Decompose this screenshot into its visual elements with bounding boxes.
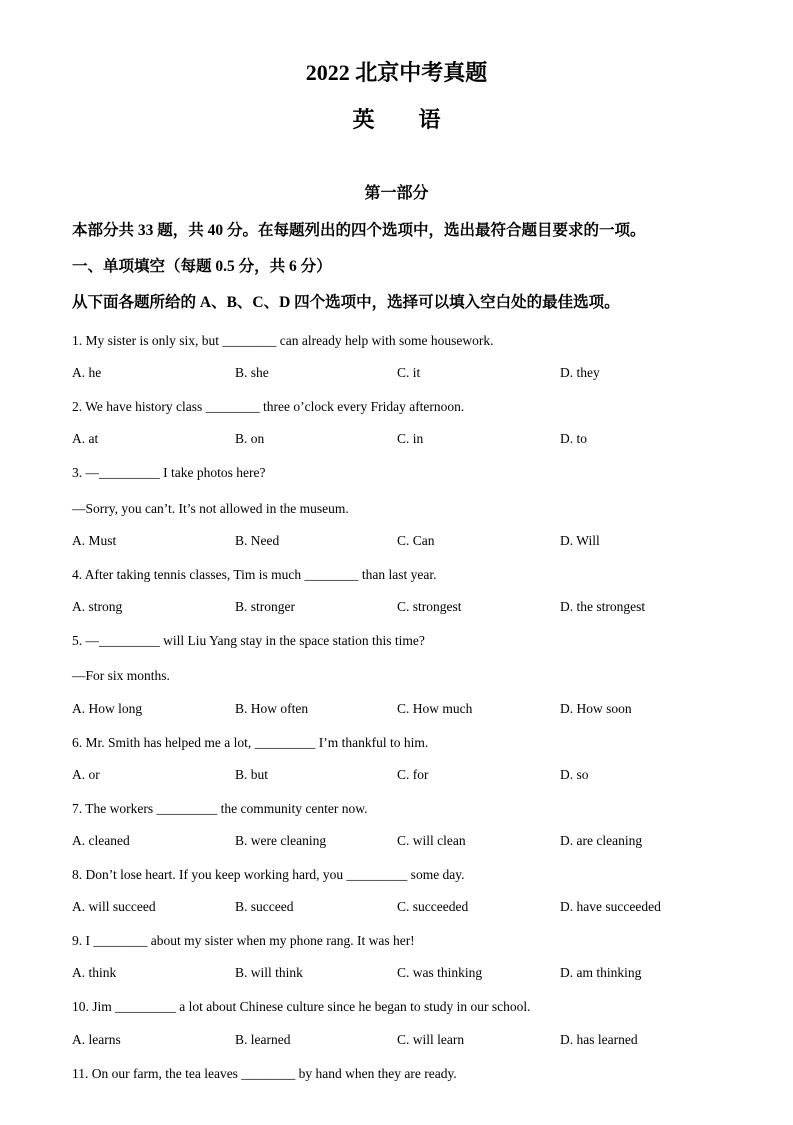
- option: B. stronger: [235, 599, 295, 615]
- question-stem: 1. My sister is only six, but ________ can already help with some housework.: [72, 333, 494, 349]
- options-row: [72, 533, 721, 549]
- option: B. were cleaning: [235, 833, 327, 849]
- options-row: [72, 899, 721, 915]
- question-stem: 3. —_________ I take photos here?: [72, 465, 266, 481]
- question-stem: 4. After taking tennis classes, Tim is much ________ than last year.: [72, 566, 437, 582]
- options-row: [72, 701, 721, 717]
- option: B. Need: [235, 532, 280, 548]
- option: D. How soon: [560, 700, 632, 716]
- options-row: [72, 599, 721, 615]
- option: A. strong: [72, 599, 123, 615]
- part-header: 第一部分: [364, 185, 429, 202]
- question-stem: 10. Jim _________ a lot about Chinese culture since he began to study in our school.: [72, 999, 531, 1015]
- question-stem: 9. I ________ about my sister when my phone rang. It was her!: [72, 933, 415, 949]
- options-row: [72, 431, 721, 447]
- options-row: [72, 965, 721, 981]
- option: A. he: [72, 365, 102, 381]
- option: D. has learned: [560, 1031, 638, 1047]
- option: C. How much: [397, 700, 473, 716]
- option: B. will think: [235, 965, 303, 981]
- question: [72, 866, 721, 915]
- question-stem: 2. We have history class ________ three o’clock every Friday afternoon.: [72, 399, 465, 415]
- option: A. will succeed: [72, 899, 156, 915]
- option: C. will clean: [397, 833, 466, 849]
- option: D. are cleaning: [560, 833, 643, 849]
- option: C. will learn: [397, 1031, 465, 1047]
- intro-text: 本部分共 33 题，共 40 分。在每题列出的四个选项中，选出最符合题目要求的一项。: [72, 222, 646, 239]
- question: [72, 1065, 721, 1083]
- option: C. succeeded: [397, 899, 469, 915]
- option: A. cleaned: [72, 833, 130, 849]
- option: B. on: [235, 431, 265, 447]
- question: [72, 932, 721, 981]
- question-stem: 8. Don’t lose heart. If you keep working hard, you _________ some day.: [72, 867, 465, 883]
- question: [72, 998, 721, 1047]
- option: D. the strongest: [560, 599, 646, 615]
- option: A. or: [72, 766, 100, 782]
- option: B. but: [235, 766, 269, 782]
- option: A. How long: [72, 700, 143, 716]
- option: A. learns: [72, 1031, 121, 1047]
- page-title: 2022 北京中考真题: [305, 60, 488, 85]
- option: C. in: [397, 431, 424, 447]
- question: [72, 632, 721, 716]
- question: [72, 332, 721, 381]
- question: [72, 800, 721, 849]
- questions: [72, 332, 721, 1083]
- options-row: [72, 767, 721, 783]
- question: [72, 464, 721, 548]
- option: A. at: [72, 431, 99, 447]
- option: B. learned: [235, 1031, 291, 1047]
- option: C. Can: [397, 532, 435, 548]
- question-stem: —For six months.: [72, 668, 170, 684]
- subject-title: 英 语: [352, 107, 441, 132]
- question-stem: 5. —_________ will Liu Yang stay in the space station this time?: [72, 633, 425, 649]
- options-row: [72, 1032, 721, 1048]
- option: B. How often: [235, 700, 309, 716]
- option: D. they: [560, 365, 600, 381]
- option: D. Will: [560, 532, 600, 548]
- option: C. was thinking: [397, 965, 483, 981]
- option: D. am thinking: [560, 965, 642, 981]
- option: D. have succeeded: [560, 899, 661, 915]
- option: C. it: [397, 365, 421, 381]
- question-stem: 11. On our farm, the tea leaves ________ by hand when they are ready.: [72, 1065, 457, 1081]
- section-title: 一、单项填空（每题 0.5 分，共 6 分）: [72, 258, 332, 276]
- option: B. she: [235, 365, 269, 381]
- option: A. think: [72, 965, 117, 981]
- options-row: [72, 365, 721, 381]
- question-stem: —Sorry, you can’t. It’s not allowed in the museum.: [72, 500, 349, 516]
- question-stem: 7. The workers _________ the community center now.: [72, 800, 368, 816]
- section-instruction: 从下面各题所给的 A、B、C、D 四个选项中，选择可以填入空白处的最佳选项。: [72, 294, 620, 312]
- question: [72, 566, 721, 615]
- question: [72, 734, 721, 783]
- option: C. for: [397, 766, 429, 782]
- option: C. strongest: [397, 599, 462, 615]
- option: D. to: [560, 431, 587, 447]
- options-row: [72, 833, 721, 849]
- question-stem: 6. Mr. Smith has helped me a lot, _________ I’m thankful to him.: [72, 734, 429, 750]
- question: [72, 398, 721, 447]
- option: A. Must: [72, 532, 117, 548]
- option: B. succeed: [235, 899, 294, 915]
- option: D. so: [560, 766, 589, 782]
